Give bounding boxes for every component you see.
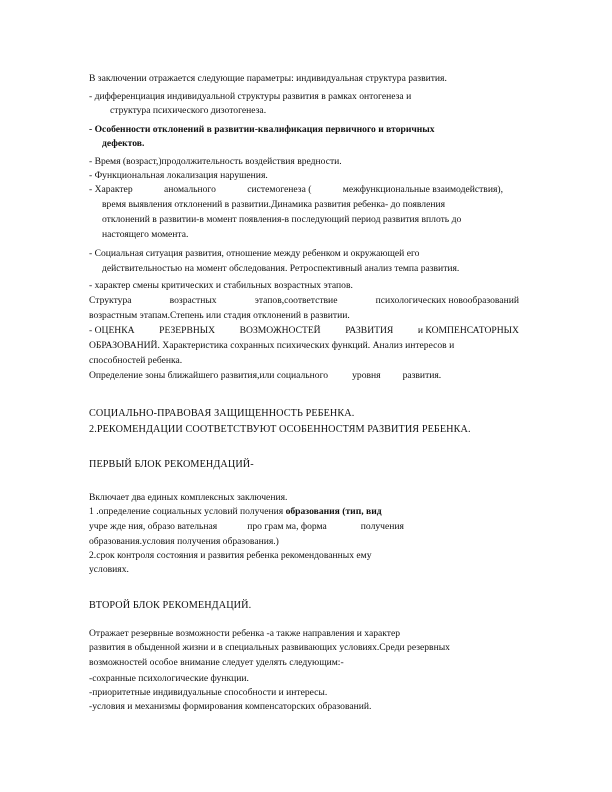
list-item-continuation: отклонений в развитии-в момент появления-в последующий период развития вплоть до: [102, 214, 462, 225]
word: - Характер: [89, 184, 133, 195]
paragraph-line: условиях.: [89, 564, 129, 575]
list-item-continuation: настоящего момента.: [102, 229, 189, 240]
word: уровня: [352, 370, 381, 381]
text-run: Характеристика сохранных психических функций. Анализ интересов и: [159, 340, 455, 351]
list-item: - Социальная ситуация развития, отношение между ребенком и окружающей его: [89, 248, 420, 259]
text-run: 1 .определение социальных условий получения: [89, 506, 286, 517]
block-title: ВТОРОЙ БЛОК РЕКОМЕНДАЦИЙ.: [89, 600, 252, 611]
section-heading: СОЦИАЛЬНО-ПРАВОВАЯ ЗАЩИЩЕННОСТЬ РЕБЕНКА.: [89, 408, 355, 419]
paragraph-line: образования.условия получения образования.): [89, 536, 279, 547]
word: возрастных: [169, 295, 217, 306]
paragraph-line: [89, 506, 382, 518]
word: - ОЦЕНКА: [89, 325, 135, 336]
block-title: ПЕРВЫЙ БЛОК РЕКОМЕНДАЦИЙ-: [89, 459, 254, 470]
word: межфункциональные взаимодействия),: [342, 184, 503, 195]
list-item-continuation: время выявления отклонений в развитии.Динамика развития ребенка- до появления: [102, 199, 446, 210]
intro-line: В заключении отражается следующие параметры: индивидуальная структура развития.: [89, 73, 447, 84]
list-item: [89, 325, 519, 337]
list-item: -условия и механизмы формирования компенсаторских образований.: [89, 701, 372, 712]
text-run: про грам ма, форма: [247, 521, 327, 532]
list-item-continuation: действительностью на момент обследования. Ретроспективный анализ темпа развития.: [102, 263, 460, 274]
word: системогенеза (: [247, 184, 312, 195]
list-item: -приоритетные индивидуальные способности и интересы.: [89, 687, 328, 698]
word: этапов,соответствие: [254, 295, 338, 306]
bold-term: ОБРАЗОВАНИЙ.: [89, 340, 160, 351]
word: и КОМПЕНСАТОРНЫХ: [417, 325, 519, 336]
word: РЕЗЕРВНЫХ: [159, 325, 216, 336]
list-item: -сохранные психологические функции.: [89, 673, 249, 684]
text-run: учре жде ния, образо вательная: [89, 521, 218, 532]
paragraph-line: возможностей особое внимание следует уделять следующим:-: [89, 657, 344, 668]
word: психологических новообразований: [375, 295, 519, 306]
word: развития.: [402, 370, 442, 381]
list-item: [89, 184, 503, 196]
bold-term: образования (тип, вид: [285, 506, 382, 517]
paragraph-line: [89, 295, 519, 307]
list-item-continuation: дефектов.: [102, 138, 145, 149]
list-item: - Время (возраст,)продолжительность воздействия вредности.: [89, 156, 342, 167]
paragraph-line: способностей ребенка.: [89, 355, 183, 366]
paragraph-line: [89, 521, 404, 533]
paragraph-line: Включает два единых комплексных заключения.: [89, 492, 288, 503]
list-item: - дифференциация индивидуальной структуры развития в рамках онтогенеза и: [89, 91, 412, 102]
list-item: - характер смены критических и стабильных возрастных этапов.: [89, 280, 353, 291]
paragraph-line: возрастным этапам.Степень или стадия отклонений в развитии.: [89, 310, 350, 321]
paragraph-line: 2.срок контроля состояния и развития ребенка рекомендованных ему: [89, 550, 372, 561]
word: РАЗВИТИЯ: [345, 325, 394, 336]
paragraph-line: развития в обыденной жизни и в специальных развивающих условиях.Среди резервных: [89, 642, 450, 653]
word: ВОЗМОЖНОСТЕЙ: [239, 325, 321, 336]
word: Структура: [89, 295, 132, 306]
paragraph-line: [89, 370, 489, 382]
section-heading: 2.РЕКОМЕНДАЦИИ СООТВЕТСТВУЮТ ОСОБЕННОСТЯМ РАЗВИТИЯ РЕБЕНКА.: [89, 424, 471, 435]
paragraph-line: [89, 340, 454, 352]
list-item-continuation: структура психического дизотогенеза.: [110, 105, 267, 116]
word: аномального: [163, 184, 216, 195]
paragraph-line: Отражает резервные возможности ребенка -а также направления и характер: [89, 628, 401, 639]
list-item: - Особенности отклонений в развитии-квалификация первичного и вторичных: [89, 124, 435, 135]
list-item: - Функциональная локализация нарушения.: [89, 170, 268, 181]
word: получения: [360, 521, 404, 532]
text-run: Определение зоны ближайшего развития,или социального: [89, 370, 329, 381]
